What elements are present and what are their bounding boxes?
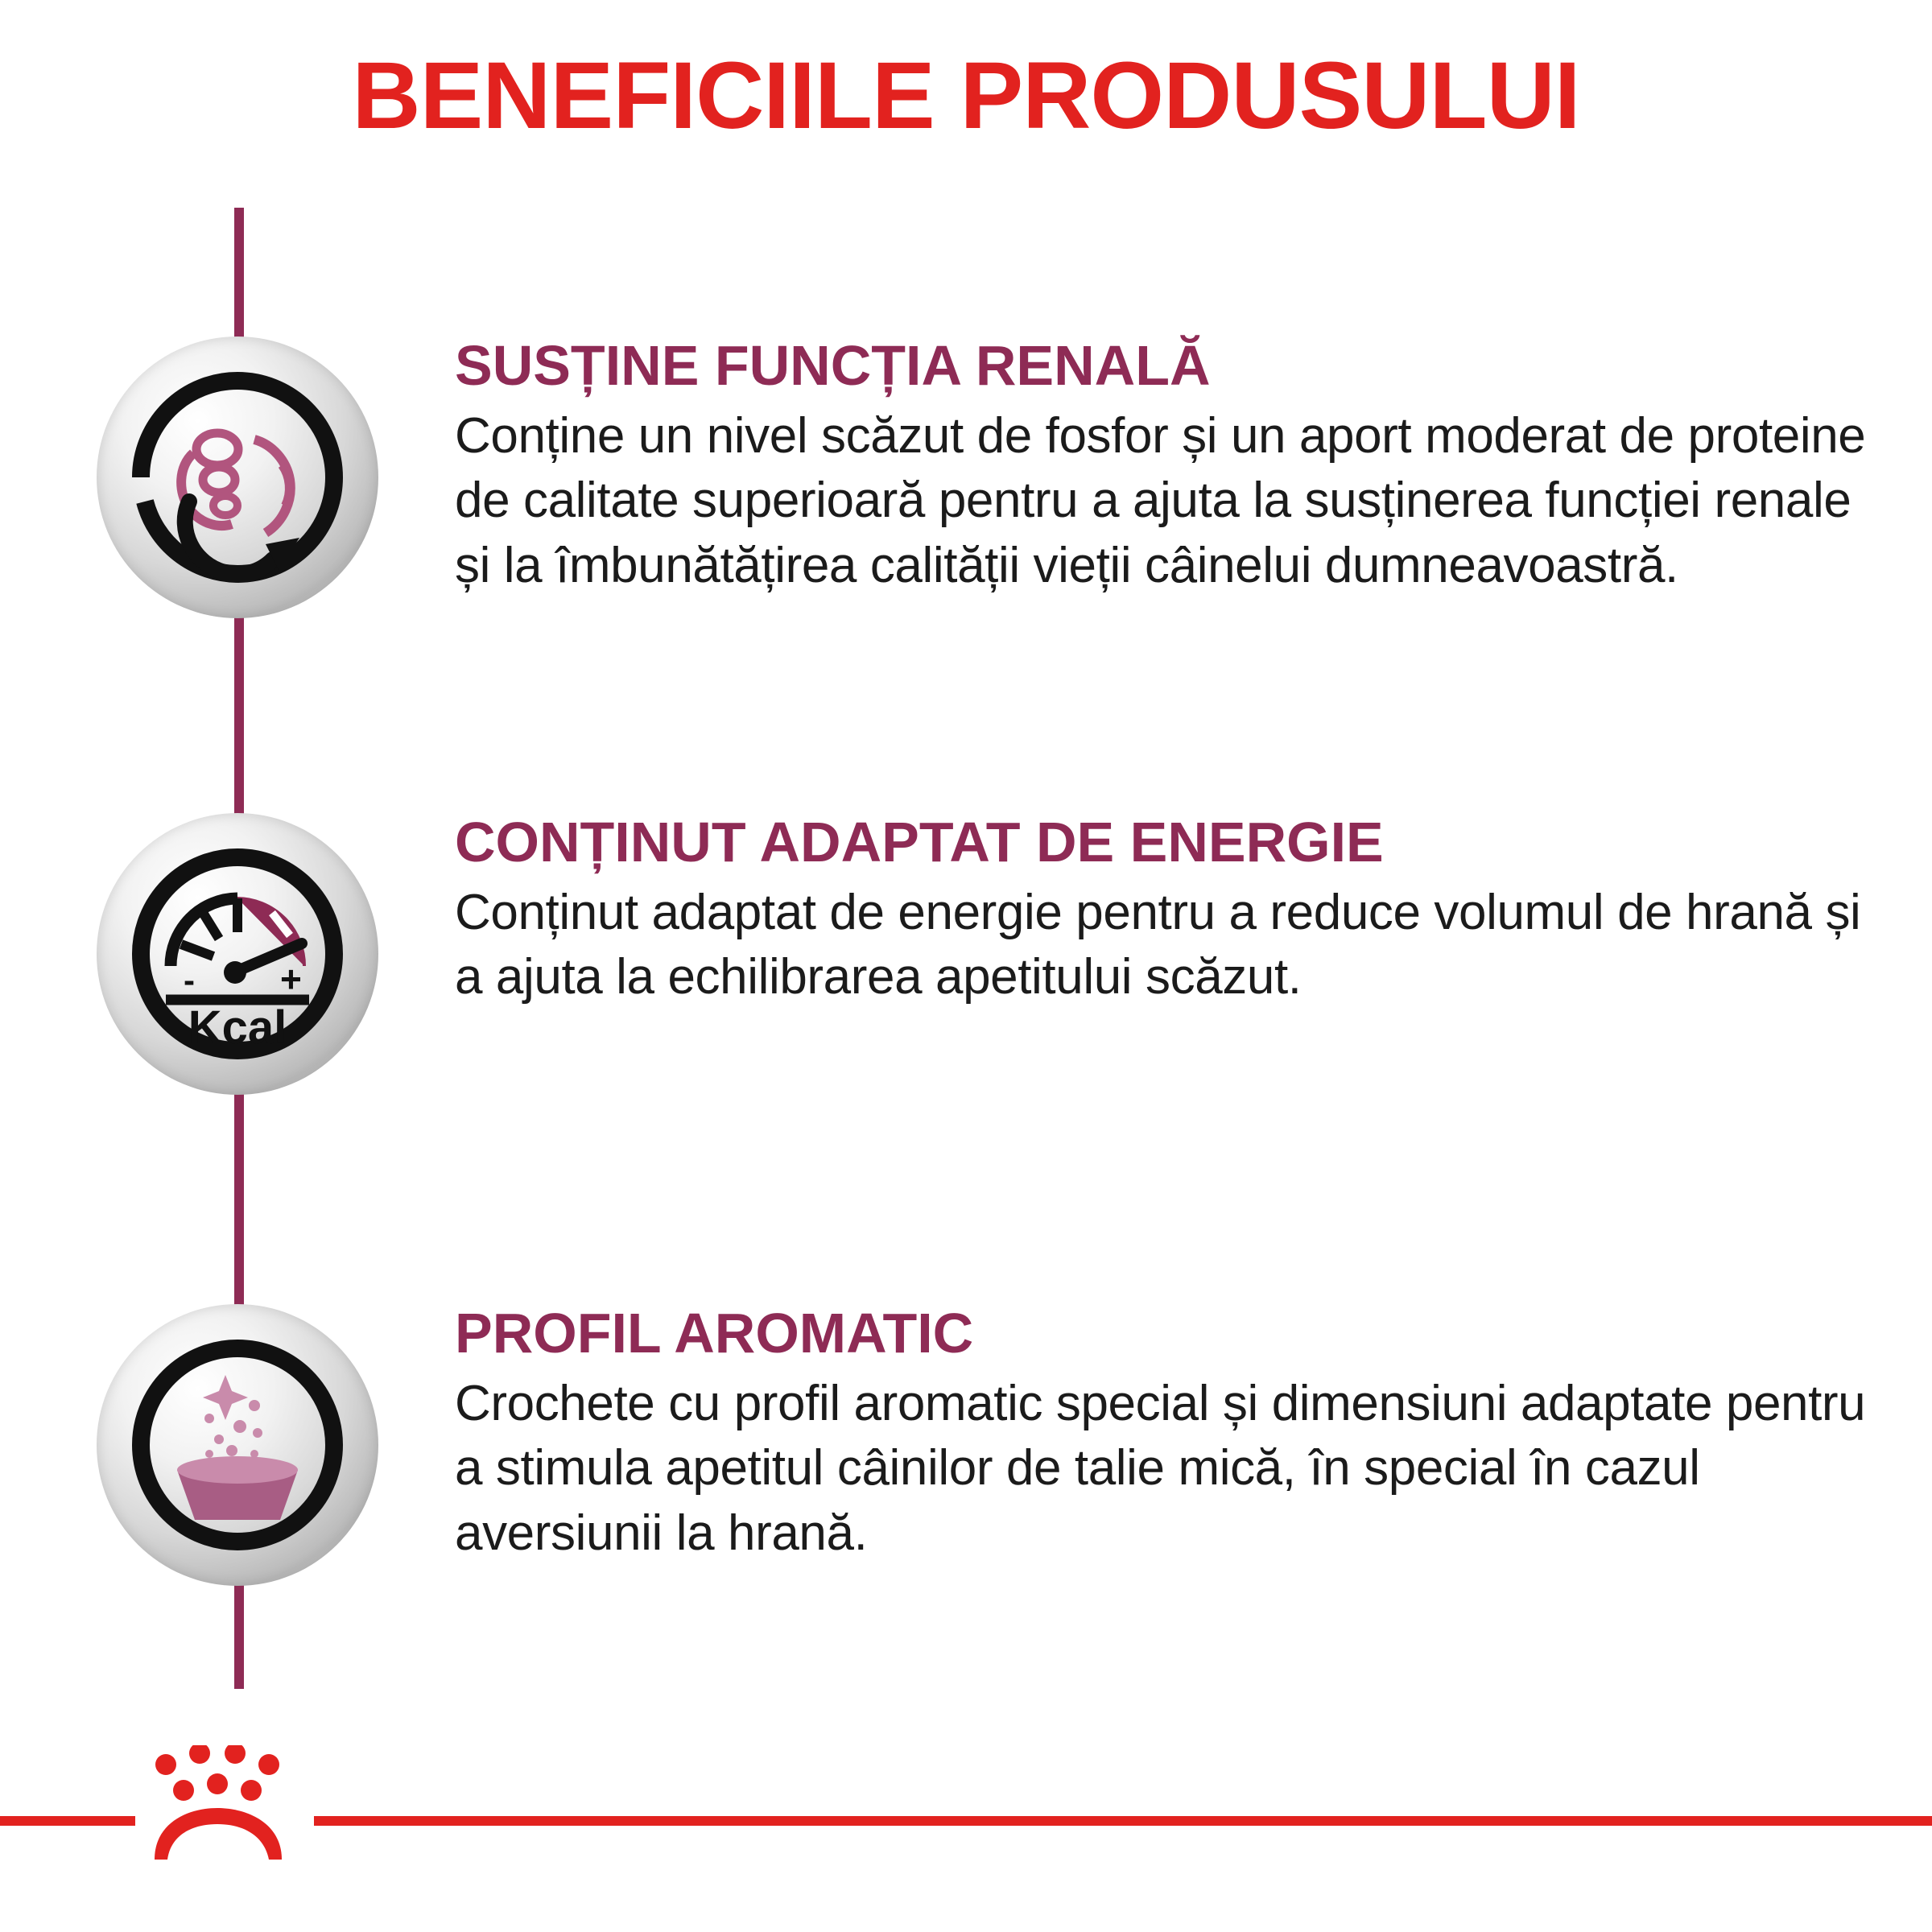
benefit-text-aroma xyxy=(455,1304,1872,1566)
footer-rule-right xyxy=(314,1816,1932,1826)
benefit-heading: SUSȚINE FUNCȚIA RENALĂ xyxy=(455,334,1211,397)
gauge-kcal-label: Kcal xyxy=(188,1001,287,1054)
page-title: BENEFICIILE PRODUSULUI xyxy=(352,43,1580,149)
benefit-body: Crochete cu profil aromatic special și dimensiuni adaptate pentru a stimula apetitul câinilor de talie mică, în special în cazul aversiunii la hrană. xyxy=(455,1375,1866,1561)
kidney-renal-function-icon xyxy=(97,336,378,618)
aromatic-profile-bowl-icon xyxy=(97,1304,378,1586)
royal-canin-crown-logo xyxy=(143,1745,293,1882)
gauge-glyph xyxy=(97,813,378,1095)
bowl-aroma-glyph xyxy=(97,1304,378,1586)
gauge-minus-label: - xyxy=(184,961,195,999)
benefit-text-renal xyxy=(455,336,1872,598)
benefit-heading: PROFIL AROMATIC xyxy=(455,1302,974,1364)
benefit-body: Conținut adaptat de energie pentru a reduce volumul de hrană și a ajuta la echilibrarea apetitului scăzut. xyxy=(455,884,1861,1005)
benefit-body: Conține un nivel scăzut de fosfor și un aport moderat de proteine de calitate superioară pentru a ajuta la susținerea funcției renale și la îmbunătățirea calității vieții câinelui dumneavoastră. xyxy=(455,407,1866,593)
footer-rule-left xyxy=(0,1816,135,1826)
kcal-energy-gauge-icon xyxy=(97,813,378,1095)
kidney-glyph xyxy=(97,336,378,618)
benefit-text-energy xyxy=(455,813,1872,1010)
gauge-plus-label: + xyxy=(280,958,302,1000)
benefit-heading: CONȚINUT ADAPTAT DE ENERGIE xyxy=(455,811,1384,873)
